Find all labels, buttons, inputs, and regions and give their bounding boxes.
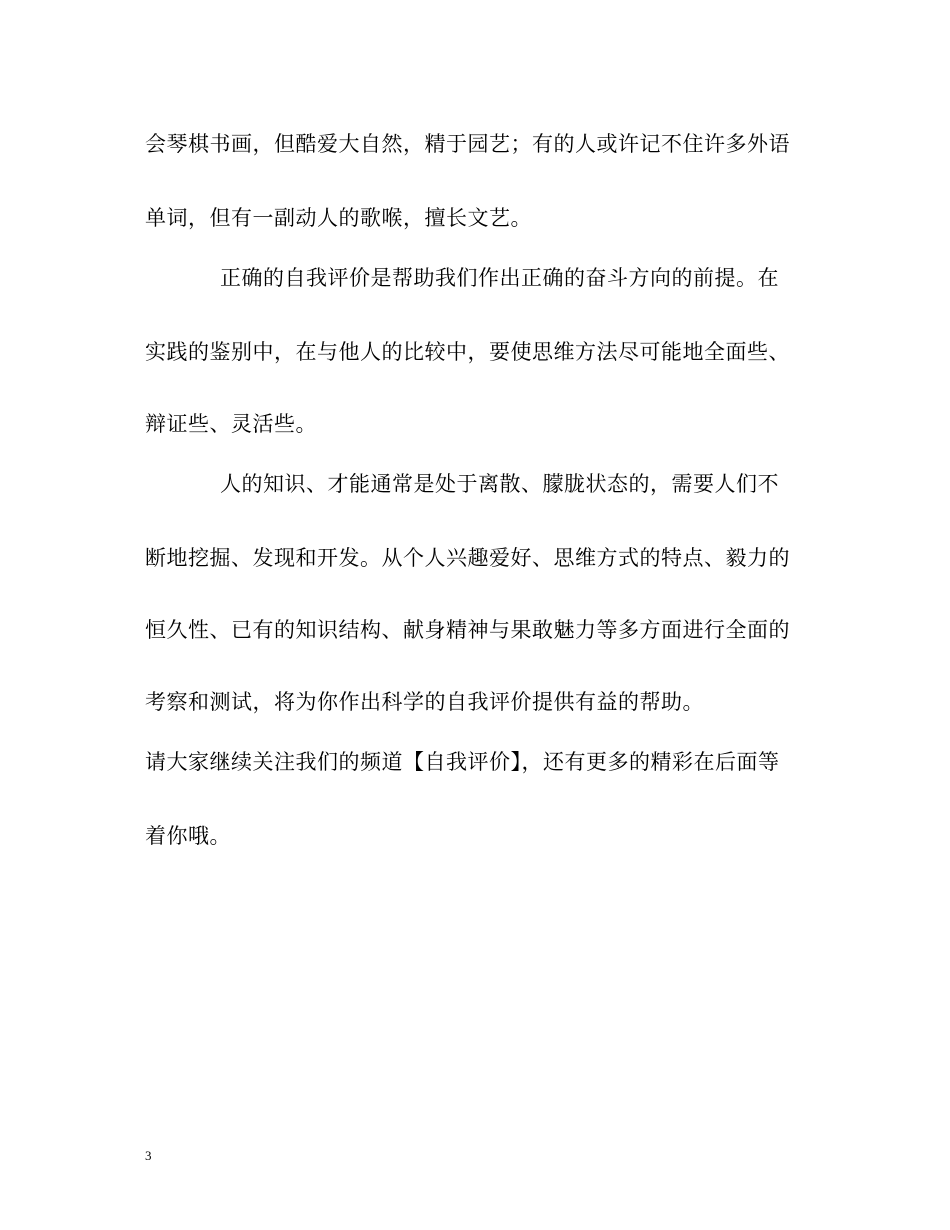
page-number: 3 (145, 1148, 152, 1163)
paragraph-line: 考察和测试，将为你作出科学的自我评价提供有益的帮助。 (145, 690, 704, 714)
paragraph-line: 断地挖掘、发现和开发。从个人兴趣爱好、思维方式的特点、毅力的 (145, 546, 790, 570)
paragraph-line: 请大家继续关注我们的频道【自我评价】，还有更多的精彩在后面等 (145, 750, 780, 774)
paragraph-line: 正确的自我评价是帮助我们作出正确的奋斗方向的前提。在 (220, 266, 779, 290)
paragraph-line: 恒久性、已有的知识结构、献身精神与果敢魅力等多方面进行全面的 (145, 618, 790, 642)
paragraph-line: 辩证些、灵活些。 (145, 412, 317, 436)
paragraph-line: 人的知识、才能通常是处于离散、朦胧状态的，需要人们不 (220, 472, 779, 496)
paragraph-line: 单词，但有一副动人的歌喉，擅长文艺。 (145, 206, 532, 230)
paragraph-line: 实践的鉴别中，在与他人的比较中，要使思维方法尽可能地全面些、 (145, 340, 790, 364)
paragraph-line: 会琴棋书画，但酷爱大自然，精于园艺；有的人或许记不住许多外语 (145, 132, 790, 156)
paragraph-line: 着你哦。 (145, 824, 231, 848)
